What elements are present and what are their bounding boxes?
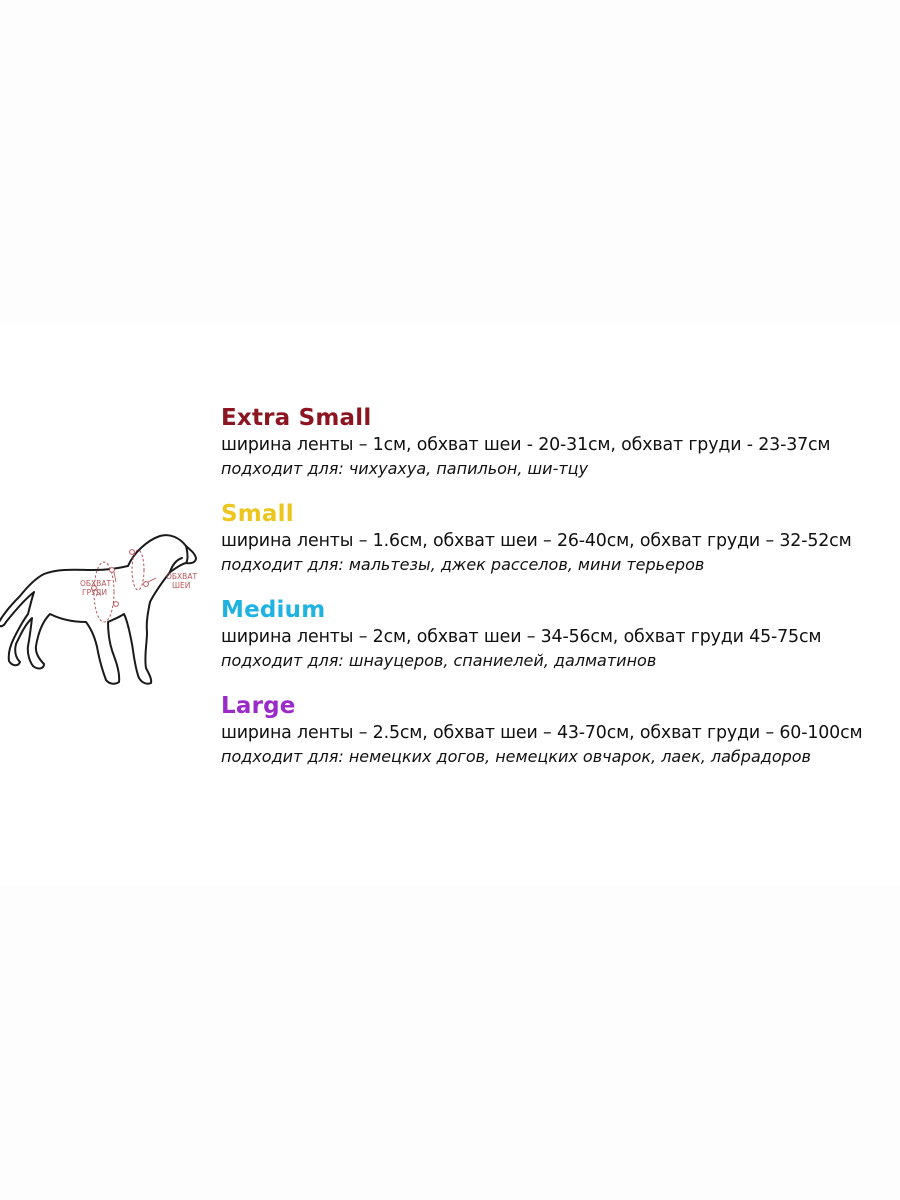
size-spec: ширина ленты – 1.6см, обхват шеи – 26-40см, обхват груди – 32-52см	[221, 531, 852, 551]
dog-measurement-diagram	[0, 522, 210, 692]
size-title: Extra Small	[221, 405, 372, 431]
size-block-large	[221, 692, 891, 768]
size-block-small	[221, 500, 891, 576]
dog-silhouette-icon	[0, 535, 196, 684]
size-breeds: подходит для: шнауцеров, спаниелей, далматинов	[221, 651, 657, 670]
size-spec: ширина ленты – 2см, обхват шеи – 34-56см, обхват груди 45-75см	[221, 627, 822, 647]
measurement-markers	[92, 550, 149, 607]
chest-label-line1: ОБХВАТ	[80, 579, 112, 588]
size-title: Large	[221, 693, 296, 719]
size-block-extra-small	[221, 404, 891, 480]
size-title: Medium	[221, 597, 326, 623]
size-breeds: подходит для: немецких догов, немецких овчарок, лаек, лабрадоров	[221, 747, 811, 766]
chest-label-line2: ГРУДИ	[82, 588, 108, 597]
size-title: Small	[221, 501, 294, 527]
size-spec: ширина ленты – 2.5см, обхват шеи – 43-70см, обхват груди – 60-100см	[221, 723, 863, 743]
size-block-medium	[221, 596, 891, 672]
size-breeds: подходит для: мальтезы, джек расселов, мини терьеров	[221, 555, 705, 574]
neck-label-line2: ШЕИ	[172, 581, 191, 590]
size-chart	[221, 404, 891, 788]
neck-label-line1: ОБХВАТ	[166, 572, 198, 581]
size-spec: ширина ленты – 1см, обхват шеи - 20-31см, обхват груди - 23-37см	[221, 435, 831, 455]
size-breeds: подходит для: чихуахуа, папильон, ши-тцу	[221, 459, 589, 478]
